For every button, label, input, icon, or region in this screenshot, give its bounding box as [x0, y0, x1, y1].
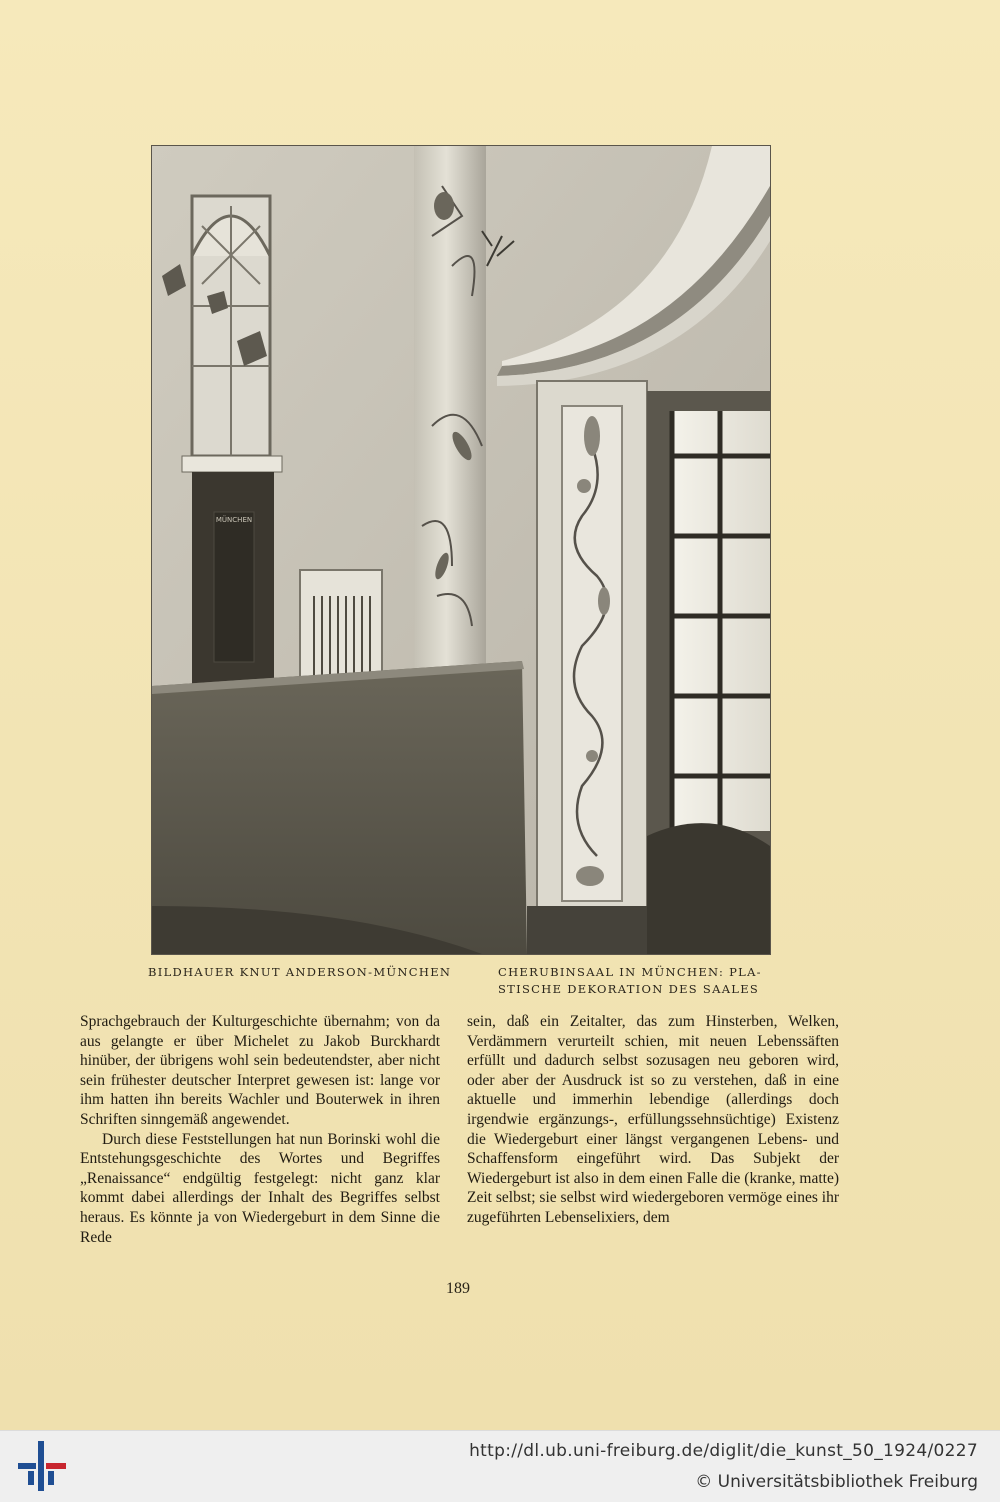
document-url[interactable]: http://dl.ub.uni-freiburg.de/diglit/die_kunst_50_1924/0227	[469, 1441, 978, 1461]
photo-illustration	[152, 146, 770, 954]
ub-freiburg-logo-icon	[18, 1441, 66, 1495]
caption-title	[498, 964, 788, 998]
caption-artist: BILDHAUER KNUT ANDERSON-MÜNCHEN	[148, 965, 452, 979]
caption-title-line-1: CHERUBINSAAL IN MÜNCHEN: PLA-	[498, 965, 762, 979]
page-number: 189	[446, 1280, 470, 1297]
paragraph: Durch diese Feststellungen hat nun Borinski wohl die Entstehungsgeschichte des Wortes und Begriffes „Renaissance“ endgültig festgelegt: nicht ganz klar kommt dabei allerdings der Inhalt des Begriffes selbst heraus. Es könnte ja von Wiedergeburt in dem Sinne die Rede	[80, 1130, 440, 1246]
text-column-left	[80, 1012, 440, 1247]
paragraph: sein, daß ein Zeitalter, das zum Hinsterben, Welken, Verdämmern verurteilt schien, mit neuen Lebenssäften erfüllt und dadurch selbst sozusagen neu geboren wird, oder aber der Ausdruck ist so zu verstehen, daß in eine aktuelle und immerhin lebendige (allerdings doch irgendwie ergänzungs-, erfüllungssehnsüchtige) Existenz die Wiedergeburt einer längst vergangenen Lebens- und Schaffensform eingeführt wird. Das Subjekt der Wiedergeburt ist also in dem einen Falle die (kranke, matte) Zeit selbst; sie selbst wird wiedergeboren vermöge eines ihr zugeführten Lebenselixiers, dem	[467, 1013, 839, 1226]
plaque-text: MÜNCHEN	[215, 516, 253, 524]
caption-title-line-2: STISCHE DEKORATION DES SAALES	[498, 982, 760, 996]
photograph-cherubinsaal	[152, 146, 770, 954]
copyright-notice: © Universitätsbibliothek Freiburg	[695, 1472, 978, 1492]
viewer-footer	[0, 1430, 1000, 1502]
paragraph: Sprachgebrauch der Kulturgeschichte übernahm; von da aus gelangte er über Michelet zu Jakob Burckhardt hinüber, der übrigens wohl sein bedeutendster, aber nicht sein frühester deutscher Interpret gewesen ist: lange vor ihm hatten ihn bereits Wachler und Bouterwek in ihren Schriften sinngemäß angewendet.	[80, 1013, 440, 1128]
text-column-right	[467, 1012, 839, 1228]
